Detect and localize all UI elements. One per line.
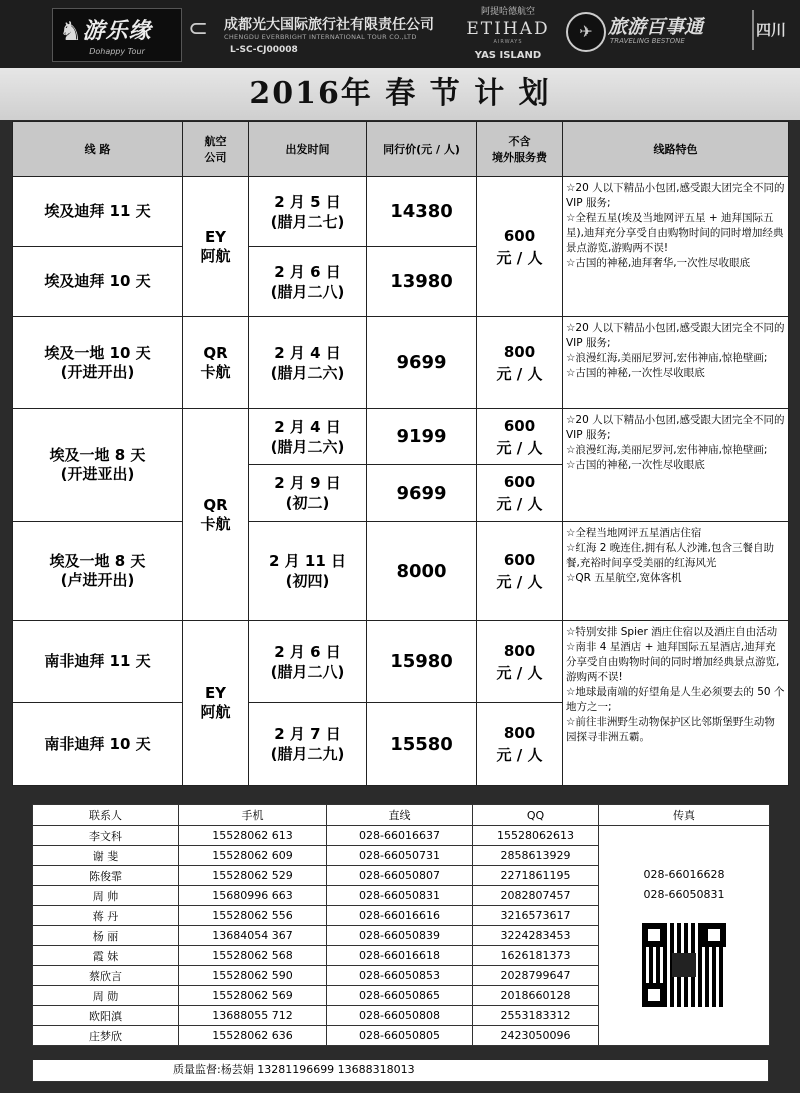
fax-number: 028-66050831 xyxy=(643,887,725,901)
page-title: 2016年 春 节 计 划 xyxy=(249,76,551,111)
agency-mark-icon: ⊂ xyxy=(188,14,209,42)
date-lunar: (腊月二八) xyxy=(270,282,345,301)
contact-phone: 028-66016637 xyxy=(327,826,473,846)
date-main: 2 月 6 日 xyxy=(274,262,341,281)
features-cell: ☆20 人以下精品小包团,感受跟大团完全不同的 VIP 服务; ☆浪漫红海,美丽尼罗河,宏伟神庙,惊艳壁画; ☆古国的神秘,一次性尽收眼底 xyxy=(563,409,789,522)
dohappy-logo-en: Dohappy Tour xyxy=(89,47,145,56)
date-cell xyxy=(249,177,367,247)
date-cell xyxy=(249,522,367,621)
region-label: 四川 xyxy=(752,10,788,50)
qr-finder-icon xyxy=(642,983,666,1007)
contact-phone: 028-66016618 xyxy=(327,946,473,966)
price-cell: 9699 xyxy=(367,465,477,522)
date-lunar: (腊月二六) xyxy=(270,363,345,382)
agency-logo xyxy=(188,10,453,60)
contacts-header-name: 联系人 xyxy=(33,805,179,826)
price-cell: 15980 xyxy=(367,621,477,703)
header-bar xyxy=(0,0,800,68)
yas-island: YAS ISLAND xyxy=(474,50,542,61)
bestone-circle-icon: ✈ xyxy=(566,12,606,52)
date-cell xyxy=(249,317,367,409)
fee-unit: 元 / 人 xyxy=(496,364,543,383)
fee-unit: 元 / 人 xyxy=(496,495,543,513)
contact-phone: 028-66050808 xyxy=(327,1006,473,1026)
route-cell: 南非迪拜 10 天 xyxy=(13,703,183,786)
contacts-body xyxy=(33,826,770,1046)
contact-qq: 1626181373 xyxy=(473,946,599,966)
qr-code-icon xyxy=(642,923,726,1007)
contact-mobile: 13688055 712 xyxy=(179,1006,327,1026)
header-departure: 出发时间 xyxy=(249,122,367,177)
airline-name: 卡航 xyxy=(200,362,231,381)
airline-cell xyxy=(183,621,249,786)
fee-amount: 800 xyxy=(503,724,536,742)
date-main: 2 月 4 日 xyxy=(274,417,341,436)
contact-name: 谢 斐 xyxy=(33,846,179,866)
date-cell xyxy=(249,621,367,703)
contacts-header-qq: QQ xyxy=(473,805,599,826)
airline-name: 阿航 xyxy=(200,703,231,721)
route-note: (开进亚出) xyxy=(60,465,135,483)
airline-cell xyxy=(183,317,249,409)
contact-mobile: 15528062 636 xyxy=(179,1026,327,1046)
fee-cell xyxy=(477,522,563,621)
price-cell: 9199 xyxy=(367,409,477,465)
price-cell: 14380 xyxy=(367,177,477,247)
agency-name-cn: 成都光大国际旅行社有限责任公司 xyxy=(224,17,434,33)
table-row xyxy=(13,409,789,465)
contact-phone: 028-66050731 xyxy=(327,846,473,866)
fax-number: 028-66016628 xyxy=(643,867,725,881)
table-row xyxy=(13,317,789,409)
route-cell xyxy=(13,522,183,621)
fee-amount: 800 xyxy=(503,342,536,361)
table-row xyxy=(13,621,789,703)
fee-unit: 元 / 人 xyxy=(496,438,543,457)
tour-table xyxy=(12,121,789,786)
route-note: (开进开出) xyxy=(60,362,135,381)
contact-mobile: 15680996 663 xyxy=(179,886,327,906)
contacts-header-mobile: 手机 xyxy=(179,805,327,826)
contact-qq: 2082807457 xyxy=(473,886,599,906)
contact-qq: 3216573617 xyxy=(473,906,599,926)
header-price: 同行价(元 / 人) xyxy=(367,122,477,177)
fee-amount: 600 xyxy=(503,226,536,245)
date-main: 2 月 6 日 xyxy=(274,642,341,661)
contact-phone: 028-66050831 xyxy=(327,886,473,906)
fee-cell xyxy=(477,621,563,703)
bestone-en: TRAVELING BESTONE xyxy=(610,37,685,45)
contact-row xyxy=(33,826,770,846)
fee-cell xyxy=(477,703,563,786)
route-cell: 南非迪拜 11 天 xyxy=(13,621,183,703)
date-cell xyxy=(249,703,367,786)
contacts-header-phone: 直线 xyxy=(327,805,473,826)
date-main: 2 月 7 日 xyxy=(274,725,341,743)
airline-code: EY xyxy=(204,684,227,702)
contact-mobile: 15528062 529 xyxy=(179,866,327,886)
etihad-logo xyxy=(458,4,558,64)
date-main: 2 月 4 日 xyxy=(274,343,341,362)
contact-phone: 028-66050839 xyxy=(327,926,473,946)
date-cell xyxy=(249,409,367,465)
contact-mobile: 13684054 367 xyxy=(179,926,327,946)
price-cell: 9699 xyxy=(367,317,477,409)
route-note: (卢进开出) xyxy=(60,571,135,589)
contact-phone: 028-66050805 xyxy=(327,1026,473,1046)
qr-center-icon xyxy=(672,953,696,977)
route-name: 埃及一地 10 天 xyxy=(44,343,151,362)
fee-amount: 600 xyxy=(503,473,536,491)
contact-mobile: 15528062 556 xyxy=(179,906,327,926)
table-header-row xyxy=(13,122,789,177)
contact-name: 霞 妹 xyxy=(33,946,179,966)
contact-qq: 2028799647 xyxy=(473,966,599,986)
route-name: 埃及一地 8 天 xyxy=(49,552,146,570)
contact-qq: 2858613929 xyxy=(473,846,599,866)
airline-code: QR xyxy=(203,495,228,514)
route-cell xyxy=(13,317,183,409)
fee-amount: 600 xyxy=(503,551,536,569)
date-main: 2 月 5 日 xyxy=(274,192,341,211)
price-cell: 13980 xyxy=(367,247,477,317)
contact-name: 李文科 xyxy=(33,826,179,846)
fee-cell xyxy=(477,317,563,409)
contact-qq: 2271861195 xyxy=(473,866,599,886)
airline-name: 阿航 xyxy=(200,246,231,265)
date-lunar: (初四) xyxy=(285,572,330,590)
features-cell: ☆20 人以下精品小包团,感受跟大团完全不同的 VIP 服务; ☆浪漫红海,美丽尼罗河,宏伟神庙,惊艳壁画; ☆古国的神秘,一次性尽收眼底 xyxy=(563,317,789,409)
route-cell xyxy=(13,409,183,522)
header-airline: 航空 公司 xyxy=(183,122,249,177)
contacts-header-row xyxy=(33,805,770,826)
features-cell: ☆20 人以下精品小包团,感受跟大团完全不同的 VIP 服务; ☆全程五星(埃及当地网评五星 + 迪拜国际五星),迪拜充分享受自由购物时间的同时增加经典景点游览,游购两不误! ☆古国的神秘,迪拜奢华,一次性尽收眼底 xyxy=(563,177,789,317)
fee-cell xyxy=(477,409,563,465)
airline-name: 卡航 xyxy=(200,514,231,533)
fee-unit: 元 / 人 xyxy=(496,663,543,682)
contact-mobile: 15528062 590 xyxy=(179,966,327,986)
contact-mobile: 15528062 609 xyxy=(179,846,327,866)
contact-phone: 028-66050807 xyxy=(327,866,473,886)
contact-name: 陈俊霏 xyxy=(33,866,179,886)
etihad-cn: 阿提哈德航空 xyxy=(480,7,535,17)
date-lunar: (腊月二七) xyxy=(270,212,345,231)
airline-code: EY xyxy=(204,227,227,246)
contact-name: 欧阳滇 xyxy=(33,1006,179,1026)
contact-name: 庄梦欣 xyxy=(33,1026,179,1046)
date-main: 2 月 11 日 xyxy=(269,552,346,570)
contact-qq: 2423050096 xyxy=(473,1026,599,1046)
contact-name: 杨 丽 xyxy=(33,926,179,946)
fee-unit: 元 / 人 xyxy=(496,248,543,267)
bestone-cn: 旅游百事通 xyxy=(608,16,704,38)
contact-qq: 2553183312 xyxy=(473,1006,599,1026)
fee-cell xyxy=(477,177,563,317)
etihad-sub: AIRWAYS xyxy=(493,39,523,45)
contact-qq: 2018660128 xyxy=(473,986,599,1006)
contact-mobile: 15528062 568 xyxy=(179,946,327,966)
price-cell: 15580 xyxy=(367,703,477,786)
header-fee: 不含 境外服务费 xyxy=(477,122,563,177)
fee-unit: 元 / 人 xyxy=(496,746,543,764)
date-lunar: (初二) xyxy=(285,494,330,512)
date-cell xyxy=(249,465,367,522)
contacts-table xyxy=(32,804,770,1046)
contacts-header-fax: 传真 xyxy=(599,805,770,826)
contact-name: 蔡欣言 xyxy=(33,966,179,986)
fee-cell xyxy=(477,465,563,522)
table-row xyxy=(13,177,789,247)
airline-code: QR xyxy=(203,343,228,362)
contact-name: 周 勋 xyxy=(33,986,179,1006)
horse-icon: ♞ xyxy=(59,17,83,47)
contact-name: 蒋 丹 xyxy=(33,906,179,926)
airline-cell xyxy=(183,177,249,317)
date-main: 2 月 9 日 xyxy=(274,474,341,492)
route-name: 埃及一地 8 天 xyxy=(49,446,146,464)
fee-amount: 800 xyxy=(503,641,536,660)
contact-phone: 028-66050865 xyxy=(327,986,473,1006)
header-route: 线 路 xyxy=(13,122,183,177)
fax-cell xyxy=(599,826,770,1046)
contact-phone: 028-66050853 xyxy=(327,966,473,986)
table-row xyxy=(13,522,789,621)
contact-qq: 15528062613 xyxy=(473,826,599,846)
date-lunar: (腊月二九) xyxy=(270,745,345,763)
quality-supervision: 质量监督:杨芸娟 13281196699 13688318013 xyxy=(32,1060,769,1082)
contact-mobile: 15528062 613 xyxy=(179,826,327,846)
fee-amount: 600 xyxy=(503,416,536,435)
header-features: 线路特色 xyxy=(563,122,789,177)
airline-cell xyxy=(183,409,249,621)
date-cell xyxy=(249,247,367,317)
contact-phone: 028-66016616 xyxy=(327,906,473,926)
dohappy-logo xyxy=(52,8,182,62)
dohappy-logo-cn: 游乐缘 xyxy=(82,18,152,44)
agency-name-en: CHENGDU EVERBRIGHT INTERNATIONAL TOUR CO.,LTD xyxy=(224,33,417,41)
price-cell: 8000 xyxy=(367,522,477,621)
bestone-logo xyxy=(566,10,748,50)
agency-license: L-SC-CJ00008 xyxy=(230,45,298,55)
route-cell: 埃及迪拜 11 天 xyxy=(13,177,183,247)
etihad-brand: ETIHAD xyxy=(466,19,550,39)
fee-unit: 元 / 人 xyxy=(496,573,543,591)
title-band xyxy=(0,68,800,120)
contact-mobile: 15528062 569 xyxy=(179,986,327,1006)
features-cell: ☆全程当地网评五星酒店住宿 ☆红海 2 晚连住,拥有私人沙滩,包含三餐自助餐,充裕时间享受美丽的红海风光 ☆QR 五星航空,宽体客机 xyxy=(563,522,789,621)
date-lunar: (腊月二八) xyxy=(270,662,345,681)
contact-name: 周 帅 xyxy=(33,886,179,906)
contact-qq: 3224283453 xyxy=(473,926,599,946)
features-cell: ☆特别安排 Spier 酒庄住宿以及酒庄自由活动 ☆南非 4 星酒店 + 迪拜国际五星酒店,迪拜充分享受自由购物时间的同时增加经典景点游览,游购两不误! ☆地球最南端的好望角是人生必须要去的 50 个地方之一; ☆前往非洲野生动物保护区比邻斯堡野生动物园探寻非洲五霸。 xyxy=(563,621,789,786)
route-cell: 埃及迪拜 10 天 xyxy=(13,247,183,317)
date-lunar: (腊月二六) xyxy=(270,437,345,456)
